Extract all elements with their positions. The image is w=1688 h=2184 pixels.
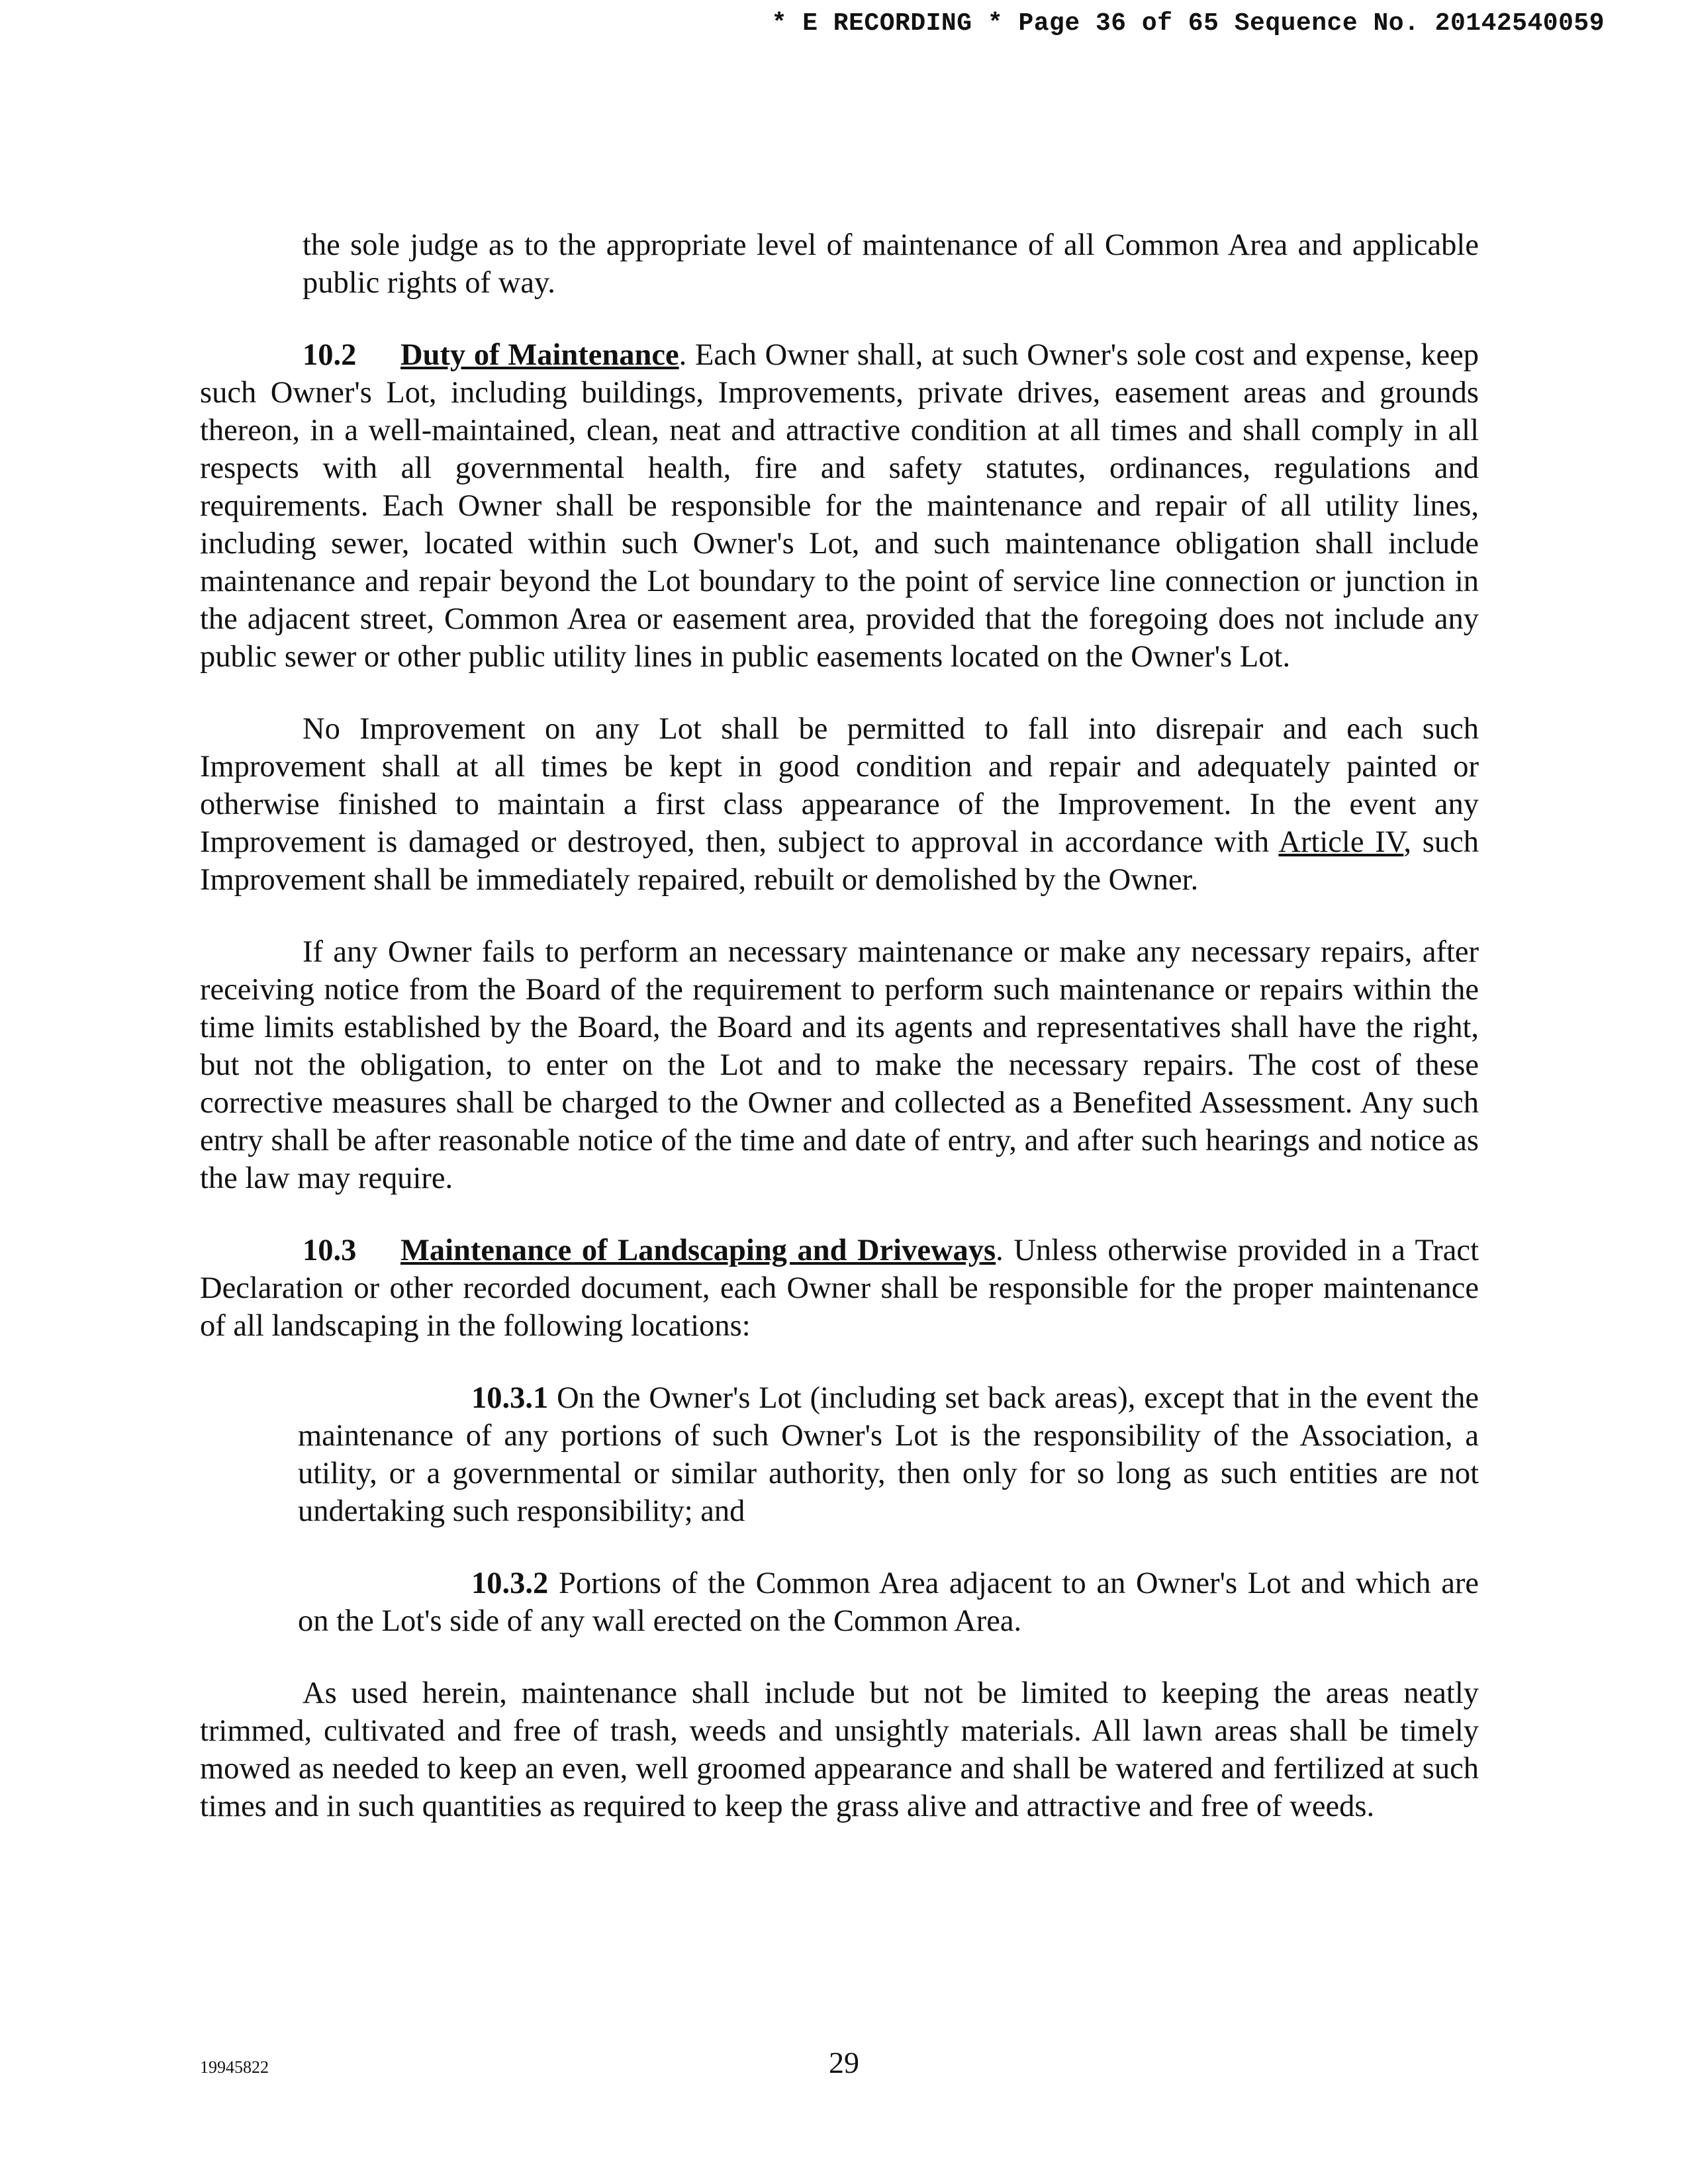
section-10-3 bbox=[200, 1232, 1479, 1345]
subsection-text: Portions of the Common Area adjacent to an Owner's Lot and which are on the Lot's side of any wall erected on the Common Area. bbox=[298, 1567, 1479, 1638]
subsection-text: On the Owner's Lot (including set back areas), except that in the event the maintenance of any portions of such Owner's Lot is the responsibility of the Association, a utility, or a governmental or similar authority, then only for so long as such entities are not undertaking such responsibility; and bbox=[298, 1381, 1479, 1528]
continuation-paragraph: the sole judge as to the appropriate level of maintenance of all Common Area and applicable public rights of way. bbox=[303, 228, 1479, 300]
paragraph-text-after: , such Improvement shall be immediately repaired, rebuilt or demolished by the Owner. bbox=[200, 825, 1479, 897]
section-title-punct: . bbox=[996, 1234, 1004, 1267]
section-title: Duty of Maintenance bbox=[400, 338, 679, 372]
section-title: Maintenance of Landscaping and Driveways bbox=[400, 1234, 996, 1267]
footer-page-number: 29 bbox=[829, 2046, 859, 2079]
section-number: 10.2 bbox=[303, 338, 357, 372]
footer-doc-number: 19945822 bbox=[200, 2058, 269, 2077]
paragraph-owner-fails: If any Owner fails to perform an necessary maintenance or make any necessary repairs, after receiving notice from the Board of the requirement to perform such maintenance or repairs within the time limits established by the Board, the Board and its agents and representatives shall have the right, but not the obligation, to enter on the Lot and to make the necessary repairs. The cost of these corrective measures shall be charged to the Owner and collected as a Benefited Assessment. Any such entry shall be after reasonable notice of the time and date of entry, and after such hearings and notice as the law may require. bbox=[200, 935, 1479, 1195]
section-title-punct: . bbox=[679, 338, 687, 372]
document-body bbox=[200, 226, 1479, 1860]
section-number: 10.3 bbox=[303, 1234, 357, 1267]
subsection-number: 10.3.2 bbox=[471, 1567, 549, 1600]
subsection-number: 10.3.1 bbox=[471, 1381, 549, 1415]
section-10-2 bbox=[200, 336, 1479, 676]
section-text: Unless otherwise provided in a Tract Declaration or other recorded document, each Owner shall be responsible for the proper maintenance of all landscaping in the following locations: bbox=[200, 1234, 1479, 1343]
article-reference: Article IV bbox=[1278, 825, 1404, 859]
paragraph-as-used: As used herein, maintenance shall include but not be limited to keeping the areas neatly trimmed, cultivated and free of trash, weeds and unsightly materials. All lawn areas shall be timely mowed as needed to keep an even, well groomed appearance and shall be watered and fertilized at such times and in such quantities as required to keep the grass alive and attractive and free of weeds. bbox=[200, 1676, 1479, 1823]
subsection-10-3-2 bbox=[200, 1565, 1479, 1640]
recording-header: * E RECORDING * Page 36 of 65 Sequence No. 20142540059 bbox=[771, 9, 1605, 38]
paragraph-text: No Improvement on any Lot shall be permitted to fall into disrepair and each such Improvement shall at all times be kept in good condition and repair and adequately painted or otherwise finished to maintain a first class appearance of the Improvement. In the event any Improvement is damaged or destroyed, then, subject to approval in accordance with bbox=[200, 712, 1479, 859]
section-text: Each Owner shall, at such Owner's sole cost and expense, keep such Owner's Lot, including buildings, Improvements, private drives, easement areas and grounds thereon, in a well-maintained, clean, neat and attractive condition at all times and shall comply in all respects with all governmental health, fire and safety statutes, ordinances, regulations and requirements. Each Owner shall be responsible for the maintenance and repair of all utility lines, including sewer, located within such Owner's Lot, and such maintenance obligation shall include maintenance and repair beyond the Lot boundary to the point of service line connection or junction in the adjacent street, Common Area or easement area, provided that the foregoing does not include any public sewer or other public utility lines in public easements located on the Owner's Lot. bbox=[200, 338, 1479, 674]
subsection-10-3-1 bbox=[200, 1379, 1479, 1530]
paragraph-improvement bbox=[200, 710, 1479, 899]
